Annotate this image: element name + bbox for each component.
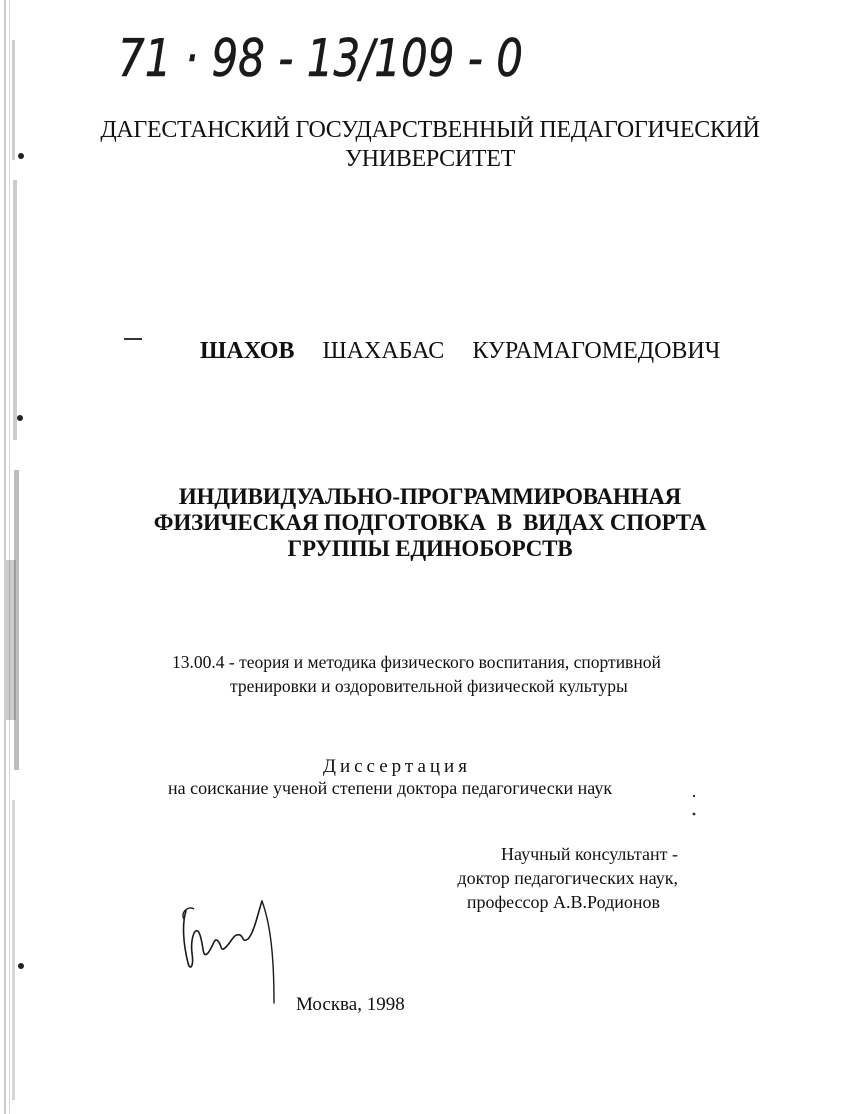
- specialty-line-2: тренировки и оздоровительной физической культуры: [230, 676, 628, 696]
- scientific-consultant: [442, 842, 678, 914]
- university-line-1: ДАГЕСТАНСКИЙ ГОСУДАРСТВЕННЫЙ ПЕДАГОГИЧЕСКИЙ: [100, 117, 760, 143]
- specialty-code: [172, 650, 661, 698]
- city-year: Москва, 1998: [296, 994, 405, 1015]
- author-patronymic: КУРАМАГОМЕДОВИЧ: [472, 338, 721, 364]
- title-line-1: ИНДИВИДУАЛЬНО-ПРОГРАММИРОВАННАЯ: [178, 484, 682, 509]
- dissertation-label: Диссертация: [323, 756, 471, 777]
- university-name: [0, 116, 860, 174]
- consultant-line-1: Научный консультант -: [501, 844, 678, 864]
- author-given-name: ШАХАБАС: [322, 338, 445, 364]
- consultant-line-2: доктор педагогических наук,: [457, 868, 678, 888]
- university-line-2: УНИВЕРСИТЕТ: [345, 146, 515, 172]
- title-line-3: ГРУППЫ ЕДИНОБОРСТВ: [287, 536, 573, 561]
- scan-dash: [124, 336, 144, 342]
- dissertation-title: [0, 484, 860, 562]
- catalog-mark-text: 71 · 98 - 13/109 - 0: [118, 29, 523, 89]
- specialty-line-1: 13.00.4 - теория и методика физического воспитания, спортивной: [172, 652, 661, 672]
- scan-speck: [690, 792, 698, 822]
- signature: [174, 883, 284, 1013]
- consultant-line-3: профессор А.В.Родионов: [466, 892, 660, 912]
- title-line-2: ФИЗИЧЕСКАЯ ПОДГОТОВКА В ВИДАХ СПОРТА: [153, 510, 707, 535]
- author-name: [200, 338, 720, 365]
- degree-line: на соискание ученой степени доктора педагогически наук: [168, 778, 613, 798]
- catalog-mark: [118, 14, 538, 104]
- author-surname: ШАХОВ: [200, 338, 295, 364]
